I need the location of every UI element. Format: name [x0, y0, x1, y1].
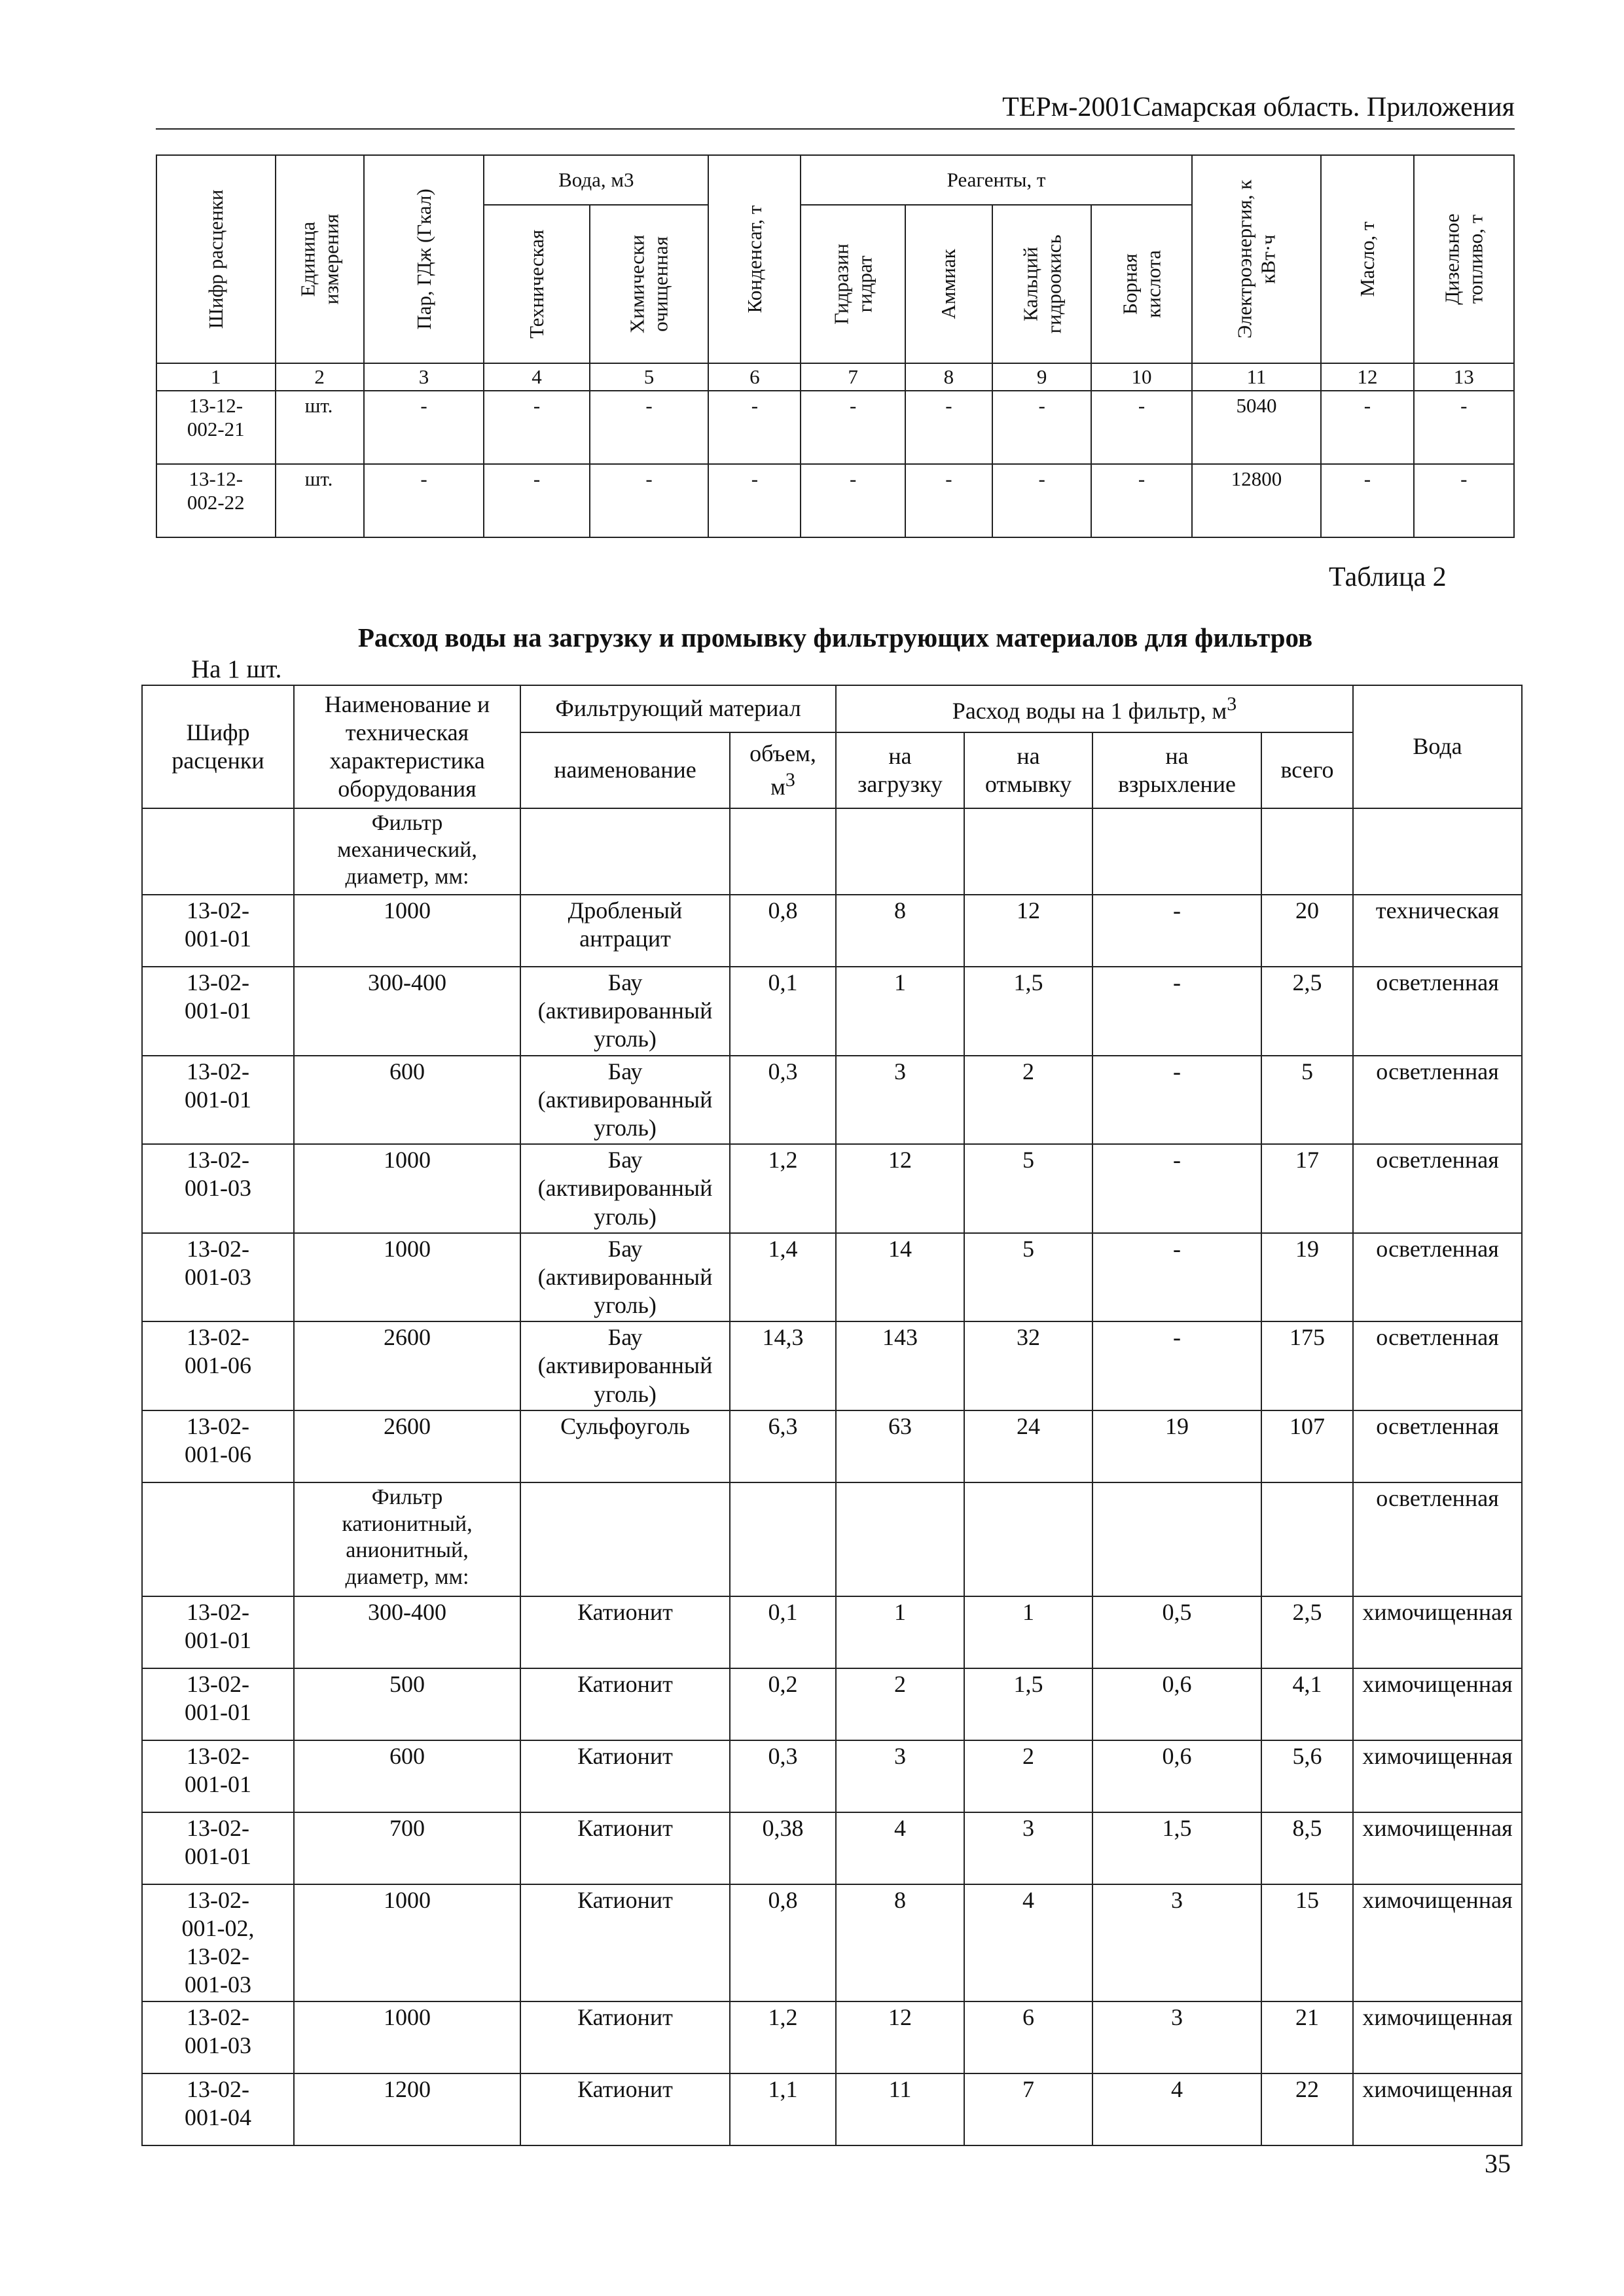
- cell: -: [484, 391, 589, 464]
- cell: 300-400: [294, 1596, 520, 1668]
- cell: 500: [294, 1668, 520, 1740]
- cell: 3: [1092, 2001, 1261, 2073]
- cell: химочищенная: [1353, 1884, 1522, 2001]
- cell: Бау (активированный уголь): [520, 1321, 730, 1410]
- cell: химочищенная: [1353, 1596, 1522, 1668]
- cell: химочищенная: [1353, 1740, 1522, 1812]
- cell: 0,5: [1092, 1596, 1261, 1668]
- col-num: 8: [905, 363, 992, 391]
- filter-water-table: [141, 685, 1523, 2146]
- cell: 3: [964, 1812, 1092, 1884]
- cell: -: [364, 391, 484, 464]
- cell: 1000: [294, 1144, 520, 1233]
- group-row: [142, 1482, 1522, 1596]
- table-row: [142, 1056, 1522, 1145]
- table-row: [142, 2073, 1522, 2145]
- cell: Катионит: [520, 2073, 730, 2145]
- cell: 22: [1261, 2073, 1353, 2145]
- cell: 14,3: [730, 1321, 836, 1410]
- cell: 0,8: [730, 895, 836, 967]
- cell: -: [1321, 464, 1413, 537]
- header-filter-material: Фильтрующий материал: [520, 685, 836, 732]
- cell: 5: [1261, 1056, 1353, 1145]
- cell-code: 13-02- 001-01: [142, 1056, 294, 1145]
- cell: Сульфоуголь: [520, 1410, 730, 1482]
- per-unit-note: На 1 шт.: [191, 655, 282, 683]
- cell: -: [1092, 1321, 1261, 1410]
- cell: Бау (активированный уголь): [520, 1056, 730, 1145]
- cell: 1000: [294, 2001, 520, 2073]
- cell: Катионит: [520, 1812, 730, 1884]
- cell: -: [484, 464, 589, 537]
- cell: осветленная: [1353, 1410, 1522, 1482]
- header-volume: объем, $м^3$: [730, 732, 836, 808]
- table-row: [142, 895, 1522, 967]
- col-num: 9: [992, 363, 1091, 391]
- cell: 300-400: [294, 967, 520, 1056]
- cell-code: 13-02- 001-03: [142, 1233, 294, 1322]
- cell: -: [801, 464, 905, 537]
- cell: 1,2: [730, 1144, 836, 1233]
- col-num: 12: [1321, 363, 1413, 391]
- table-row: [142, 1668, 1522, 1740]
- cell-code: 13-02- 001-01: [142, 1812, 294, 1884]
- cell: Бау (активированный уголь): [520, 1144, 730, 1233]
- cell: 8: [836, 895, 964, 967]
- cell: -: [801, 391, 905, 464]
- cell: осветленная: [1353, 1233, 1522, 1322]
- cell: 0,6: [1092, 1668, 1261, 1740]
- col-num: 2: [276, 363, 364, 391]
- cell: техническая: [1353, 895, 1522, 967]
- cell-code: 13-12- 002-21: [156, 391, 276, 464]
- cell: 0,6: [1092, 1740, 1261, 1812]
- running-header: ТЕРм-2001Самарская область. Приложения: [156, 92, 1515, 130]
- cell: 19: [1092, 1410, 1261, 1482]
- cell: 4: [964, 1884, 1092, 2001]
- header-load: на загрузку: [836, 732, 964, 808]
- cell-code: 13-02- 001-04: [142, 2073, 294, 2145]
- cell: 20: [1261, 895, 1353, 967]
- table-row: [142, 1884, 1522, 2001]
- cell: 4: [1092, 2073, 1261, 2145]
- cell: 4: [836, 1812, 964, 1884]
- header-material-name: наименование: [520, 732, 730, 808]
- cell: 2: [964, 1740, 1092, 1812]
- cell: 143: [836, 1321, 964, 1410]
- header-hydrazine: Гидразин гидрат: [801, 205, 905, 363]
- table-row: [142, 1321, 1522, 1410]
- cell: 1,5: [964, 1668, 1092, 1740]
- cell: Катионит: [520, 1596, 730, 1668]
- cell: -: [364, 464, 484, 537]
- cell: -: [1414, 391, 1514, 464]
- column-numbers-row: [156, 363, 1514, 391]
- header-calcium: Кальций гидроокись: [992, 205, 1091, 363]
- cell-code: 13-02- 001-03: [142, 2001, 294, 2073]
- cell: 12: [964, 895, 1092, 967]
- group-label: Фильтр механический, диаметр, мм:: [294, 808, 520, 895]
- cell: 14: [836, 1233, 964, 1322]
- cell: 5: [964, 1144, 1092, 1233]
- cell-code: 13-02- 001-02, 13-02- 001-03: [142, 1884, 294, 2001]
- cell: 4,1: [1261, 1668, 1353, 1740]
- header-steam: Пар, ГДж (Гкал): [364, 155, 484, 363]
- header-water-per-filter: Расход воды на 1 фильтр, $м^3$: [836, 685, 1353, 732]
- cell: 6: [964, 2001, 1092, 2073]
- table-row: [142, 2001, 1522, 2073]
- cell: -: [1414, 464, 1514, 537]
- cell: осветленная: [1353, 967, 1522, 1056]
- cell: осветленная: [1353, 1056, 1522, 1145]
- col-num: 10: [1091, 363, 1191, 391]
- header-ammonia: Аммиак: [905, 205, 992, 363]
- cell: химочищенная: [1353, 1668, 1522, 1740]
- cell: Катионит: [520, 2001, 730, 2073]
- cell: 1,1: [730, 2073, 836, 2145]
- col-num: 7: [801, 363, 905, 391]
- cell: 3: [836, 1740, 964, 1812]
- cell: -: [708, 391, 801, 464]
- cell: -: [1092, 895, 1261, 967]
- cell: 1000: [294, 1884, 520, 2001]
- cell-code: 13-02- 001-06: [142, 1321, 294, 1410]
- cell-code: 13-02- 001-01: [142, 1596, 294, 1668]
- group-water: осветленная: [1353, 1482, 1522, 1596]
- cell: 2: [964, 1056, 1092, 1145]
- cell: -: [708, 464, 801, 537]
- cell: -: [1321, 391, 1413, 464]
- cell: 8,5: [1261, 1812, 1353, 1884]
- page-number: 35: [1485, 2149, 1511, 2178]
- header-electricity: Электроэнергия, к кВт·ч: [1192, 155, 1322, 363]
- cell: 2,5: [1261, 1596, 1353, 1668]
- table-row: [142, 1410, 1522, 1482]
- cell: 11: [836, 2073, 964, 2145]
- cell: Бау (активированный уголь): [520, 1233, 730, 1322]
- cell: 19: [1261, 1233, 1353, 1322]
- cell: 1,5: [964, 967, 1092, 1056]
- cell: осветленная: [1353, 1144, 1522, 1233]
- col-num: 1: [156, 363, 276, 391]
- header-water-tech: Техническая: [484, 205, 589, 363]
- table-row: [156, 464, 1514, 537]
- cell: 24: [964, 1410, 1092, 1482]
- cell: 17: [1261, 1144, 1353, 1233]
- table-row: [142, 967, 1522, 1056]
- header-unit: Единица измерения: [276, 155, 364, 363]
- col-num: 6: [708, 363, 801, 391]
- cell: 3: [1092, 1884, 1261, 2001]
- header-total: всего: [1261, 732, 1353, 808]
- cell: 700: [294, 1812, 520, 1884]
- cell: -: [1092, 1056, 1261, 1145]
- cell: 6,3: [730, 1410, 836, 1482]
- cell: 1,5: [1092, 1812, 1261, 1884]
- header-wash: на отмывку: [964, 732, 1092, 808]
- cell: -: [590, 391, 709, 464]
- header-loosen: на взрыхление: [1092, 732, 1261, 808]
- cell: 2600: [294, 1410, 520, 1482]
- header-condensate: Конденсат, т: [708, 155, 801, 363]
- cell: 1,2: [730, 2001, 836, 2073]
- cell: 12800: [1192, 464, 1322, 537]
- cell: 1: [836, 967, 964, 1056]
- cell-code: 13-02- 001-03: [142, 1144, 294, 1233]
- cell: 1200: [294, 2073, 520, 2145]
- cell: 0,38: [730, 1812, 836, 1884]
- cell: 1000: [294, 895, 520, 967]
- header-diesel: Дизельное топливо, т: [1414, 155, 1514, 363]
- cell-unit: шт.: [276, 464, 364, 537]
- cell: -: [1092, 967, 1261, 1056]
- header-name: Наименование и техническая характеристика оборудования: [294, 685, 520, 808]
- cell: 5040: [1192, 391, 1322, 464]
- header-oil: Масло, т: [1321, 155, 1413, 363]
- col-num: 3: [364, 363, 484, 391]
- cell: 1000: [294, 1233, 520, 1322]
- header-reagents: Реагенты, т: [801, 155, 1191, 205]
- table-row: [156, 391, 1514, 464]
- cell-code: 13-02- 001-01: [142, 1740, 294, 1812]
- cell: 32: [964, 1321, 1092, 1410]
- cell: -: [992, 464, 1091, 537]
- cell: 7: [964, 2073, 1092, 2145]
- cell: Катионит: [520, 1668, 730, 1740]
- cell: 1,4: [730, 1233, 836, 1322]
- col-num: 13: [1414, 363, 1514, 391]
- cell: 3: [836, 1056, 964, 1145]
- cell: 0,3: [730, 1056, 836, 1145]
- cell: 12: [836, 2001, 964, 2073]
- cell: 2600: [294, 1321, 520, 1410]
- cell: -: [905, 464, 992, 537]
- cell: 600: [294, 1056, 520, 1145]
- table-row: [142, 1596, 1522, 1668]
- cell: -: [1091, 464, 1191, 537]
- header-boric: Борная кислота: [1091, 205, 1191, 363]
- header-water-chem: Химически очищенная: [590, 205, 709, 363]
- table-row: [142, 1233, 1522, 1322]
- cell: -: [905, 391, 992, 464]
- cell: 2: [836, 1668, 964, 1740]
- cell: 107: [1261, 1410, 1353, 1482]
- cell: 0,8: [730, 1884, 836, 2001]
- cell: 0,3: [730, 1740, 836, 1812]
- table-row: [142, 1740, 1522, 1812]
- group-label: Фильтр катионитный, анионитный, диаметр, мм:: [294, 1482, 520, 1596]
- cell: химочищенная: [1353, 1812, 1522, 1884]
- cell: -: [1092, 1144, 1261, 1233]
- cell-code: 13-12- 002-22: [156, 464, 276, 537]
- cell-code: 13-02- 001-06: [142, 1410, 294, 1482]
- cell: химочищенная: [1353, 2073, 1522, 2145]
- cell: 8: [836, 1884, 964, 2001]
- cell: Бау (активированный уголь): [520, 967, 730, 1056]
- table-label: Таблица 2: [1329, 562, 1447, 592]
- cell-unit: шт.: [276, 391, 364, 464]
- header-code: Шифр расценки: [142, 685, 294, 808]
- cell: Катионит: [520, 1884, 730, 2001]
- cell: 600: [294, 1740, 520, 1812]
- cell-code: 13-02- 001-01: [142, 967, 294, 1056]
- cell: 12: [836, 1144, 964, 1233]
- col-num: 5: [590, 363, 709, 391]
- header-water: Вода: [1353, 685, 1522, 808]
- table-title: Расход воды на загрузку и промывку фильтрующих материалов для фильтров: [357, 622, 1313, 653]
- header-code: Шифр расценки: [156, 155, 276, 363]
- cell: осветленная: [1353, 1321, 1522, 1410]
- header-water: Вода, м3: [484, 155, 708, 205]
- cell: -: [590, 464, 709, 537]
- cell: 0,1: [730, 967, 836, 1056]
- col-num: 4: [484, 363, 589, 391]
- cell: -: [992, 391, 1091, 464]
- cell: 63: [836, 1410, 964, 1482]
- cell: Дробленый антрацит: [520, 895, 730, 967]
- group-row: [142, 808, 1522, 895]
- resource-table: [156, 154, 1515, 538]
- cell: 0,2: [730, 1668, 836, 1740]
- cell: 1: [964, 1596, 1092, 1668]
- table-row: [142, 1144, 1522, 1233]
- cell: 1: [836, 1596, 964, 1668]
- cell: Катионит: [520, 1740, 730, 1812]
- cell: 15: [1261, 1884, 1353, 2001]
- cell: 21: [1261, 2001, 1353, 2073]
- cell-code: 13-02- 001-01: [142, 895, 294, 967]
- cell: химочищенная: [1353, 2001, 1522, 2073]
- cell: 2,5: [1261, 967, 1353, 1056]
- cell: 5: [964, 1233, 1092, 1322]
- cell: -: [1091, 391, 1191, 464]
- cell: -: [1092, 1233, 1261, 1322]
- cell: 0,1: [730, 1596, 836, 1668]
- cell: 175: [1261, 1321, 1353, 1410]
- cell: 5,6: [1261, 1740, 1353, 1812]
- cell-code: 13-02- 001-01: [142, 1668, 294, 1740]
- col-num: 11: [1192, 363, 1322, 391]
- table-row: [142, 1812, 1522, 1884]
